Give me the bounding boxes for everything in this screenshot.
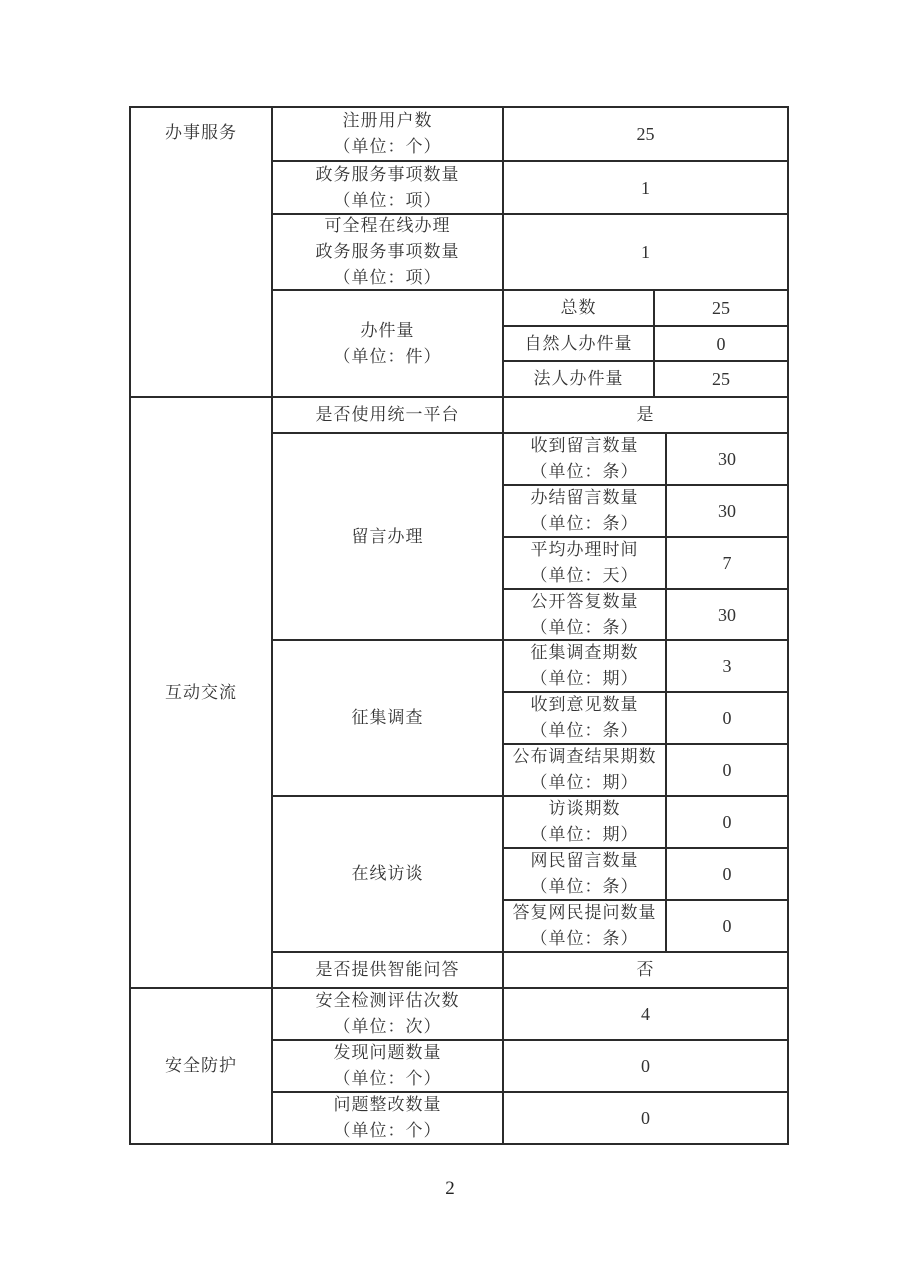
sub-label-line: 收到留言数量 [530,436,639,455]
page-number: 2 [445,1178,455,1199]
table-row [504,745,789,797]
value: 1 [641,242,650,262]
unit-line: （单位：条） [530,877,639,896]
sub-label-line: 访谈期数 [548,799,621,818]
value: 7 [722,553,732,573]
value: 1 [641,177,650,198]
unit-line: （单位：项） [333,190,442,210]
value-cell [667,538,789,590]
sub-label-line: 法人办件量 [533,369,624,388]
section-banshi-fuwu [131,108,789,398]
value-cell [504,989,789,1041]
unit-line: （单位：个） [333,137,442,156]
row-label [273,1041,504,1093]
table-row [273,108,789,162]
sub-label [504,745,667,797]
table-row [504,901,789,953]
table-row [504,327,789,362]
sub-label [504,693,667,745]
table-row [273,162,789,215]
group-label-line: 留言办理 [351,526,424,546]
row-label-line: 是否提供智能问答 [315,960,460,979]
sub-label [504,901,667,953]
category-cell [131,398,273,989]
value-cell [655,291,789,327]
sub-label-line: 自然人办件量 [524,333,633,353]
row-label [273,398,504,434]
section-hudong-jiaoliu [131,398,789,989]
sub-label [504,538,667,590]
table-row [273,398,789,434]
group-label-line: 在线访谈 [351,864,424,883]
value: 0 [641,1056,650,1076]
section-anquan-fanghu [131,989,789,1145]
group-label-line: 征集调查 [351,708,424,727]
value: 0 [641,1108,650,1128]
category-label: 安全防护 [165,1056,237,1075]
sub-label-line: 征集调查期数 [530,643,639,662]
row-label [273,108,504,162]
sub-label-line: 平均办理时间 [530,540,639,559]
value: 4 [641,1004,650,1024]
unit-line: （单位：期） [530,669,639,688]
sub-label [504,362,655,398]
table-row [504,641,789,693]
table-row [273,989,789,1041]
table-row [504,693,789,745]
unit-line: （单位：条） [530,721,639,740]
category-cell [131,108,273,398]
table-row [504,291,789,327]
category-label: 办事服务 [165,123,237,142]
value: 30 [718,501,736,521]
value-cell [667,590,789,641]
sub-label [504,434,667,486]
unit-line: （单位：件） [333,346,442,366]
value: 0 [716,333,726,354]
value: 0 [722,916,732,936]
value: 否 [636,960,655,979]
value-cell [504,108,789,162]
sub-label-line: 答复网民提问数量 [512,903,657,922]
unit-line: （单位：期） [530,825,639,844]
sub-label [504,291,655,327]
value-cell [504,398,789,434]
value: 25 [636,124,655,144]
group-row-zhengji-diaocha [273,641,789,797]
group-label [273,641,504,797]
value-cell [504,953,789,989]
table-row [504,362,789,398]
sub-label [504,327,655,362]
group-label [273,291,504,398]
unit-line: （单位：次） [333,1017,442,1036]
sub-label-line: 公布调查结果期数 [512,747,657,766]
value: 0 [722,812,732,832]
group-row-zaixian-fangtan [273,797,789,953]
group-label [273,797,504,953]
sub-label [504,590,667,641]
sub-label-line: 网民留言数量 [530,851,639,870]
sub-label-line: 收到意见数量 [530,695,639,714]
value-cell [655,362,789,398]
unit-line: （单位：天） [530,566,639,585]
table-row [504,849,789,901]
value-cell [667,901,789,953]
value: 30 [718,449,736,469]
table-row [273,1041,789,1093]
value-cell [667,486,789,538]
sub-label [504,797,667,849]
table-row [273,1093,789,1145]
row-label-line: 发现问题数量 [333,1043,442,1062]
unit-line: （单位：项） [333,268,442,287]
sub-label-line: 公开答复数量 [530,591,639,611]
sub-label [504,641,667,693]
group-row-banjianliang [273,291,789,398]
value: 0 [722,708,732,728]
sub-label-line: 总数 [560,298,597,317]
value-cell [655,327,789,362]
table-row [504,486,789,538]
row-label-line: 政务服务事项数量 [315,242,460,261]
unit-line: （单位：期） [530,773,639,792]
value: 25 [712,298,730,318]
table-row [504,538,789,590]
group-label-line: 办件量 [360,320,415,340]
value-cell [504,1041,789,1093]
unit-line: （单位：个） [333,1121,442,1140]
row-label [273,953,504,989]
table-row [504,434,789,486]
category-label: 互动交流 [165,682,237,702]
value-cell [504,162,789,215]
table-row [504,797,789,849]
row-label-line: 注册用户数 [342,111,433,130]
sub-label [504,486,667,538]
table-row [273,953,789,989]
value-cell [667,797,789,849]
sub-label-line: 办结留言数量 [530,488,639,507]
report-table [129,106,789,1145]
group-label [273,434,504,641]
table-row [504,590,789,641]
row-label-line: 可全程在线办理 [324,216,451,235]
value: 30 [718,604,736,625]
value-cell [667,693,789,745]
value-cell [667,849,789,901]
value-cell [667,745,789,797]
value: 25 [712,369,730,389]
row-label [273,162,504,215]
value: 3 [722,656,732,676]
unit-line: （单位：条） [530,617,639,637]
value: 0 [722,760,732,780]
value: 是 [636,405,655,424]
unit-line: （单位：条） [530,929,639,948]
unit-line: （单位：条） [530,462,639,481]
table-row [273,215,789,291]
unit-line: （单位：个） [333,1069,442,1088]
row-label-line: 安全检测评估次数 [315,991,460,1010]
group-row-liuyan-banli [273,434,789,641]
row-label-line: 政务服务事项数量 [315,164,460,184]
row-label [273,215,504,291]
sub-label [504,849,667,901]
value: 0 [722,864,732,884]
row-label [273,1093,504,1145]
value-cell [667,641,789,693]
value-cell [504,215,789,291]
unit-line: （单位：条） [530,514,639,533]
category-cell [131,989,273,1145]
row-label [273,989,504,1041]
row-label-line: 是否使用统一平台 [315,405,460,424]
row-label-line: 问题整改数量 [333,1095,442,1114]
value-cell [667,434,789,486]
value-cell [504,1093,789,1145]
